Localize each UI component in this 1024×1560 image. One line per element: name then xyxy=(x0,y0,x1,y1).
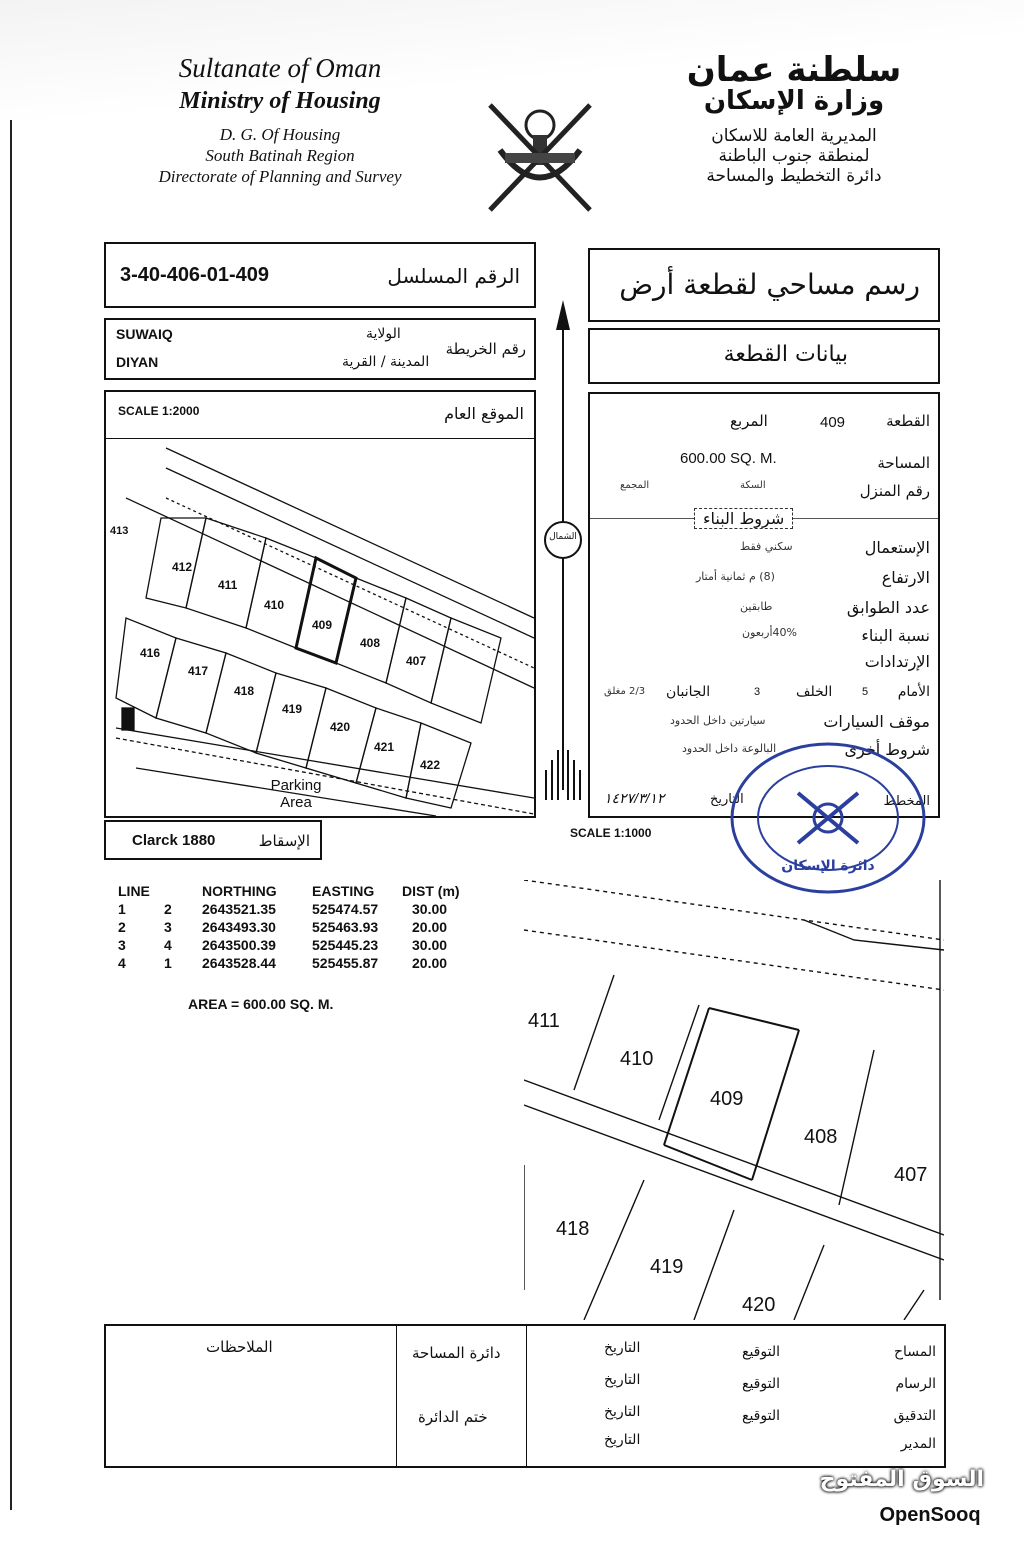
plot-label-419: 419 xyxy=(282,702,303,716)
date-label-4: التاريخ xyxy=(604,1432,641,1448)
frame-edge xyxy=(10,120,12,1510)
ratio-value: 40%أربعون xyxy=(742,626,797,639)
coordinates-table xyxy=(118,882,482,972)
projection-value: Clarck 1880 xyxy=(132,832,216,849)
header-english xyxy=(120,52,440,188)
header-directorate: Directorate of Planning and Survey xyxy=(158,167,402,187)
header-ar-country: سلطنة عمان xyxy=(686,50,902,90)
plot-label-421: 421 xyxy=(374,740,395,754)
front-value: 5 xyxy=(862,686,869,698)
plot-label-410: 410 xyxy=(264,598,285,612)
table-row xyxy=(118,954,482,972)
cell-to: 1 xyxy=(164,955,172,971)
location-box xyxy=(104,318,536,380)
cell-easting: 525455.87 xyxy=(312,955,379,971)
back-label: الخلف xyxy=(796,684,833,700)
cell-from: 1 xyxy=(118,901,126,917)
plot-label-418: 418 xyxy=(234,684,255,698)
parking-value: سيارتين داخل الحدود xyxy=(670,714,766,727)
plot-value: 409 xyxy=(820,414,846,431)
col-line: LINE xyxy=(118,883,150,899)
general-map-title: الموقع العام xyxy=(444,404,524,423)
cell-to: 2 xyxy=(164,901,172,917)
cell-northing: 2643493.30 xyxy=(202,919,276,935)
survey-dept-label: دائرة المساحة xyxy=(412,1344,501,1362)
drafter-label: الرسام xyxy=(895,1376,936,1392)
house-number-label: رقم المنزل xyxy=(859,482,930,500)
date-value: ١٤٢٧/٣/١٢ xyxy=(604,790,665,806)
detail-map-scale: SCALE 1:1000 xyxy=(570,826,652,840)
header-ar-directorate: دائرة التخطيط والمساحة xyxy=(706,166,882,186)
detail-plot-408: 408 xyxy=(804,1126,838,1148)
other-conditions-label: شروط أخرى xyxy=(844,740,930,759)
cell-easting: 525463.93 xyxy=(312,919,379,935)
date-label-2: التاريخ xyxy=(604,1372,641,1388)
header-ar-region: لمنطقة جنوب الباطنة xyxy=(718,146,870,166)
date-label-1: التاريخ xyxy=(604,1340,641,1356)
cell-dist: 30.00 xyxy=(412,937,448,953)
official-stamp xyxy=(718,738,944,898)
block-label: المربع xyxy=(730,412,768,430)
floors-value: طابقين xyxy=(740,600,773,613)
street-label: السكة xyxy=(740,480,766,491)
setbacks-label: الإرتدادات xyxy=(864,652,930,671)
detail-plot-418: 418 xyxy=(556,1218,590,1240)
plot-label-420: 420 xyxy=(330,720,351,734)
cell-northing: 2643528.44 xyxy=(202,955,276,971)
divider xyxy=(526,1326,527,1466)
plot-label-408: 408 xyxy=(360,636,381,650)
col-line2 xyxy=(154,882,202,900)
header-country: Sultanate of Oman xyxy=(178,53,382,83)
use-label: الإستعمال xyxy=(864,538,930,557)
projection-label: الإسقاط xyxy=(258,832,310,850)
dept-stamp-label: ختم الدائرة xyxy=(418,1408,488,1426)
signature-label-2: التوقيع xyxy=(742,1376,780,1392)
plot-label-413: 413 xyxy=(110,525,129,537)
building-conditions-title: شروط البناء xyxy=(694,508,793,529)
height-label: الارتفاع xyxy=(881,568,930,587)
parking-area-label: Parking Area xyxy=(270,777,322,811)
header-dg: D. G. Of Housing xyxy=(219,124,341,144)
document-title: رسم مساحي لقطعة أرض xyxy=(619,268,920,301)
front-label: الأمام xyxy=(897,684,930,700)
opensooq-logo: OpenSooq xyxy=(860,1498,1000,1532)
complex-label: المجمع xyxy=(620,480,650,491)
wilaya-label: الولاية xyxy=(366,326,401,342)
remarks-label: الملاحظات xyxy=(206,1338,273,1356)
cell-northing: 2643500.39 xyxy=(202,937,276,953)
height-value: (8) م ثمانية أمتار xyxy=(696,570,775,583)
plot-label-409: 409 xyxy=(312,618,333,632)
plot-label: القطعة xyxy=(886,412,930,430)
detail-plot-420: 420 xyxy=(742,1294,776,1316)
cell-dist: 20.00 xyxy=(412,919,448,935)
north-arrow xyxy=(538,300,588,815)
cell-easting: 525445.23 xyxy=(312,937,379,953)
projection-box xyxy=(104,820,322,860)
parking-label: موقف السيارات xyxy=(823,712,930,731)
header-ar-dg: المديرية العامة للاسكان xyxy=(711,126,877,146)
serial-box xyxy=(104,242,536,308)
detail-plot-409: 409 xyxy=(710,1088,744,1110)
detail-map xyxy=(524,880,944,1320)
cell-northing: 2643521.35 xyxy=(202,901,276,917)
col-dist: DIST (m) xyxy=(402,883,460,899)
divider xyxy=(396,1326,397,1466)
checker-label: التدقيق xyxy=(893,1408,936,1424)
col-easting: EASTING xyxy=(312,883,375,899)
header-ministry: Ministry of Housing xyxy=(179,87,381,114)
plot-label-411: 411 xyxy=(218,578,238,592)
cell-from: 4 xyxy=(118,955,126,971)
signature-label-3: التوقيع xyxy=(742,1408,780,1424)
floors-label: عدد الطوابق xyxy=(846,598,930,617)
planner-label: المخطط xyxy=(883,794,930,809)
north-label: الشمال xyxy=(549,532,577,542)
document-title-box xyxy=(588,248,940,322)
serial-label: الرقم المسلسل xyxy=(387,264,520,288)
cell-dist: 30.00 xyxy=(412,901,448,917)
plot-label-416: 416 xyxy=(140,646,161,660)
watermark-arabic: السوق المفتوح xyxy=(819,1467,984,1492)
surveyor-label: المساح xyxy=(893,1344,936,1360)
table-row xyxy=(118,936,482,954)
map-number-label: رقم الخريطة xyxy=(445,340,526,358)
table-row xyxy=(118,900,482,918)
cell-from: 3 xyxy=(118,937,126,953)
director-label: المدير xyxy=(900,1436,936,1452)
city-value: DIYAN xyxy=(116,354,159,370)
detail-plot-407: 407 xyxy=(894,1164,928,1186)
table-row xyxy=(118,918,482,936)
header-arabic xyxy=(644,50,944,186)
sides-label: الجانبان xyxy=(666,684,711,700)
general-map-box xyxy=(104,390,536,818)
coordinates-header xyxy=(118,882,482,900)
plot-label-417: 417 xyxy=(188,664,209,678)
other-conditions-value: البالوعة داخل الحدود xyxy=(682,742,777,755)
ratio-label: نسبة البناء xyxy=(861,626,930,645)
general-map-scale: SCALE 1:2000 xyxy=(118,404,200,418)
plot-info-header xyxy=(588,328,940,384)
cell-dist: 20.00 xyxy=(412,955,448,971)
col-northing: NORTHING xyxy=(202,883,277,899)
date-label: التاريخ xyxy=(710,792,744,807)
plot-label-422: 422 xyxy=(420,758,441,772)
header-region: South Batinah Region xyxy=(205,146,355,165)
serial-number: 3-40-406-01-409 xyxy=(120,264,269,286)
plot-info-title: بيانات القطعة xyxy=(723,342,848,367)
date-label-3: التاريخ xyxy=(604,1404,641,1420)
city-label: المدينة / القرية xyxy=(342,354,430,370)
cell-to: 4 xyxy=(164,937,172,953)
back-value: 3 xyxy=(754,686,761,698)
area-value: 600.00 SQ. M. xyxy=(680,450,777,467)
stamp-text: دائرة الإسكان xyxy=(781,858,875,874)
signature-label-1: التوقيع xyxy=(742,1344,780,1360)
sides-value: 2/3 مغلق xyxy=(604,686,646,697)
plot-label-407: 407 xyxy=(406,654,427,668)
wilaya-value: SUWAIQ xyxy=(116,326,173,342)
oman-emblem-icon xyxy=(470,95,610,225)
cell-to: 3 xyxy=(164,919,172,935)
cell-from: 2 xyxy=(118,919,126,935)
coordinates-area: AREA = 600.00 SQ. M. xyxy=(188,996,334,1012)
cell-easting: 525474.57 xyxy=(312,901,379,917)
detail-plot-419: 419 xyxy=(650,1256,684,1278)
detail-plot-411: 411 xyxy=(528,1010,560,1032)
area-label: المساحة xyxy=(877,454,930,472)
use-value: سكني فقط xyxy=(740,540,793,553)
plot-label-412: 412 xyxy=(172,560,193,574)
header-ar-ministry: وزارة الإسكان xyxy=(703,86,885,116)
signature-box xyxy=(104,1324,946,1468)
detail-plot-410: 410 xyxy=(620,1048,654,1070)
